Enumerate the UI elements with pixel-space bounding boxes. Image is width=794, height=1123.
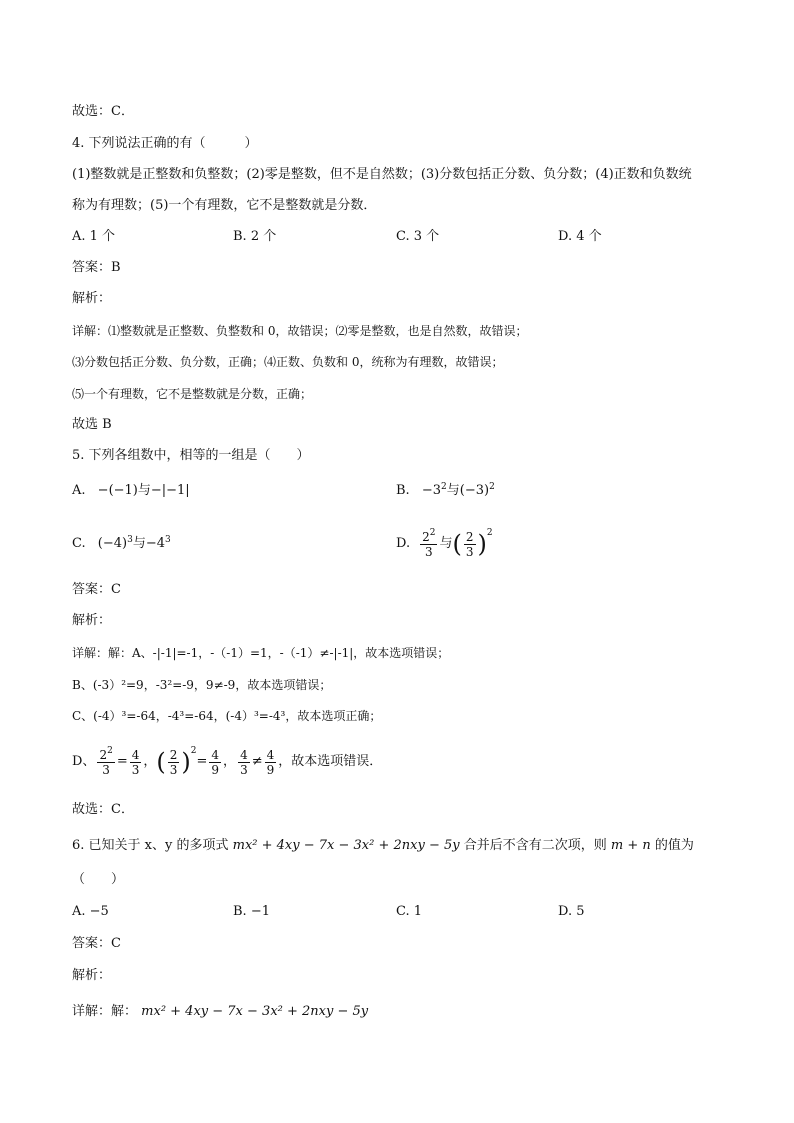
math-expression: m + n [610, 838, 651, 853]
option-label: A. [72, 483, 86, 498]
question-4-selection: 故选 B [72, 417, 112, 432]
question-4-detail-3: ⑸一个有理数，它不是整数就是分数，正确； [72, 387, 313, 401]
numerator: 2 [465, 529, 474, 544]
question-5-stem: 5. 下列各组数中，相等的一组是（ ） [72, 448, 310, 463]
question-5-detail-2: B、(-3）²=9，-3²=-9，9≠-9，故本选项错误； [72, 678, 332, 692]
math-text: ≠ [251, 754, 263, 769]
numerator: 4 [211, 747, 220, 762]
math-expression: (−3) [459, 483, 490, 498]
exponent: 3 [164, 535, 171, 545]
math-text: ， [143, 754, 157, 769]
question-4-statements-1: (1)整数就是正整数和负整数；(2)零是整数，但不是自然数；(3)分数包括正分数、负分数；(4)正数和负数统 [72, 167, 692, 182]
math-expression: −3 [421, 483, 441, 498]
question-4-analysis-label: 解析： [72, 291, 112, 306]
option-label: C. [72, 536, 86, 551]
exponent: 3 [127, 535, 133, 545]
question-5-option-c [72, 535, 171, 553]
denominator: 9 [211, 762, 220, 777]
math-expression: −(−1)与−|−1| [97, 483, 190, 498]
exponent: 2 [190, 746, 197, 756]
math-text: ， [223, 754, 237, 769]
question-4-option-c: C. 3 个 [396, 229, 440, 244]
numerator: 2 [169, 747, 178, 762]
question-6-option-d: D. 5 [558, 904, 585, 919]
exponent: 2 [441, 482, 447, 492]
numerator: 4 [240, 747, 248, 762]
numerator: $2^2$ [99, 745, 113, 762]
exponent: 2 [489, 482, 495, 492]
question-6-paren: （ ） [72, 872, 125, 887]
question-4-statements-2: 称为有理数；(5)一个有理数，它不是整数就是分数． [72, 198, 377, 213]
question-6-option-b: B. −1 [233, 904, 270, 919]
math-text: 与−4 [132, 536, 165, 551]
math-text: 与 [439, 536, 453, 551]
left-paren: ( [156, 748, 166, 776]
question-5-detail-4 [72, 740, 382, 784]
question-4-stem: 4. 下列说法正确的有（ ） [72, 136, 258, 151]
question-6-option-a: A. −5 [72, 904, 109, 919]
math-text: = [196, 754, 208, 769]
question-6-analysis-label: 解析： [72, 968, 112, 983]
numerator: 4 [131, 747, 140, 762]
fraction [130, 748, 142, 777]
denominator: 3 [102, 762, 110, 777]
option-label: D. [396, 536, 411, 551]
question-5-selection: 故选：C． [72, 802, 134, 817]
numerator: $2^2$ [422, 527, 436, 544]
fraction [97, 745, 114, 777]
fraction [464, 530, 476, 559]
question-5-analysis-label: 解析： [72, 613, 112, 628]
question-5-option-a [72, 482, 190, 500]
right-paren: ) [181, 748, 191, 776]
denominator: 3 [240, 762, 248, 777]
stem-text: 6. 已知关于 x、y 的多项式 [72, 838, 229, 853]
question-5-detail-3: C、(-4）³=-64，-4³=-64，(-4）³=-4³，故本选项正确； [72, 709, 382, 723]
math-text: 与 [446, 483, 460, 498]
math-expression: mx² + 4xy − 7x − 3x² + 2nxy − 5y [232, 838, 460, 853]
question-5-option-b [396, 482, 495, 500]
question-6-option-c: C. 1 [396, 904, 423, 919]
math-expression: (−4) [97, 536, 128, 551]
question-4-option-d: D. 4 个 [558, 229, 602, 244]
question-5-answer: 答案：C [72, 582, 121, 597]
fraction [168, 748, 180, 777]
numerator: 4 [266, 747, 275, 762]
denominator: 3 [424, 544, 433, 559]
denominator: 9 [266, 762, 275, 777]
question-4-detail-1: 详解：⑴整数就是正整数、负整数和 0，故错误；⑵零是整数，也是自然数，故错误； [72, 324, 528, 338]
left-paren: ( [452, 530, 462, 558]
detail-text: 详解：解： [72, 1004, 138, 1019]
denominator: 3 [131, 762, 140, 777]
question-5-detail-1: 详解：解：A、-|-1|=-1，-（-1）=1，-（-1）≠-|-1|，故本选项错误； [72, 646, 450, 660]
fraction [238, 748, 250, 777]
fraction [209, 748, 221, 777]
math-text: ，故本选项错误． [278, 754, 383, 769]
question-4-answer: 答案：B [72, 260, 121, 275]
denominator: 3 [169, 762, 178, 777]
math-text: D、 [72, 754, 96, 769]
question-6-answer: 答案：C [72, 936, 121, 951]
stem-text: 的值为 [654, 838, 694, 853]
denominator: 3 [465, 544, 474, 559]
question-4-option-b: B. 2 个 [233, 229, 277, 244]
option-label: B. [396, 483, 410, 498]
question-6-stem [72, 837, 694, 855]
stem-text: 合并后不含有二次项，则 [463, 838, 607, 853]
question-5-option-d [396, 522, 493, 566]
question-6-detail-1 [72, 1003, 368, 1021]
fraction [420, 527, 437, 559]
fraction [265, 748, 277, 777]
exponent: 2 [486, 528, 493, 538]
question-4-option-a: A. 1 个 [72, 229, 116, 244]
answer-selection: 故选：C． [72, 104, 134, 119]
math-text: = [116, 754, 128, 769]
math-expression: mx² + 4xy − 7x − 3x² + 2nxy − 5y [141, 1004, 369, 1019]
right-paren: ) [477, 530, 487, 558]
question-4-detail-2: ⑶分数包括正分数、负分数，正确；⑷正数、负数和 0，统称为有理数，故错误； [72, 355, 504, 369]
